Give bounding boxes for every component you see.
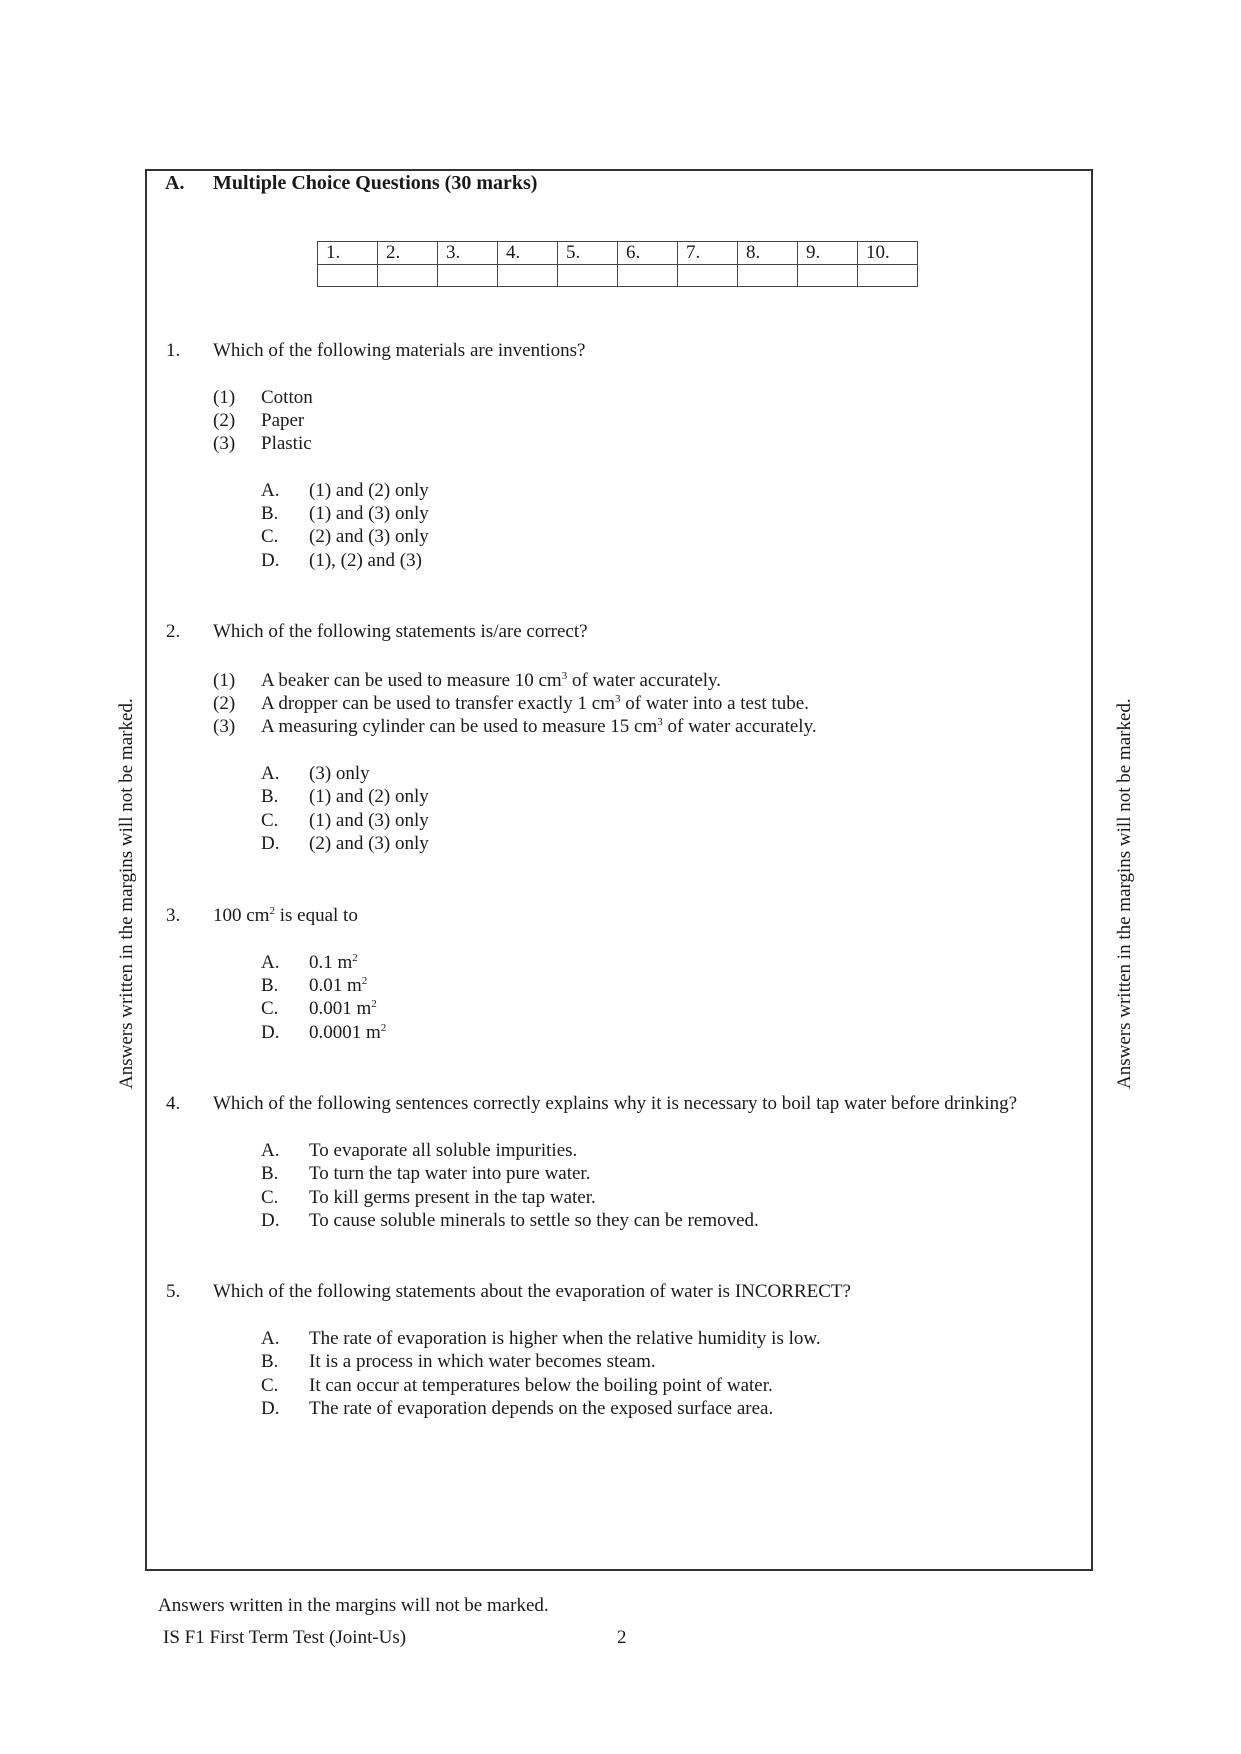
option-text: (1) and (3) only	[309, 503, 429, 524]
option-label: A.	[261, 763, 280, 784]
option-text: (3) only	[309, 763, 370, 784]
footer-margin-note: Answers written in the margins will not be marked.	[158, 1595, 549, 1616]
option-label: A.	[261, 480, 280, 501]
answer-cell-1[interactable]	[318, 265, 378, 287]
answer-cell-8[interactable]	[738, 265, 798, 287]
question-stem: Which of the following sentences correctly explains why it is necessary to boil tap water before drinking?	[213, 1093, 1018, 1114]
right-margin-note: Answers written in the margins will not be marked.	[1114, 698, 1135, 1089]
grid-header-cell: 10.	[858, 242, 918, 265]
grid-header-cell: 4.	[498, 242, 558, 265]
answer-cell-4[interactable]	[498, 265, 558, 287]
statement-text: A dropper can be used to transfer exactly 1 $cm^3$ of water into a test tube.	[261, 693, 809, 714]
option-text: It is a process in which water becomes steam.	[309, 1351, 656, 1372]
option-label: B.	[261, 1351, 279, 1372]
statement-label: (2)	[213, 410, 236, 431]
question-number: 1.	[166, 340, 181, 361]
grid-header-cell: 3.	[438, 242, 498, 265]
option-text: To cause soluble minerals to settle so they can be removed.	[309, 1210, 759, 1231]
option-label: D.	[261, 833, 280, 854]
question-number: 4.	[166, 1093, 181, 1114]
grid-header-cell: 7.	[678, 242, 738, 265]
option-text: 0.1 $m^2$	[309, 952, 358, 973]
statement-label: (1)	[213, 670, 236, 691]
option-text: It can occur at temperatures below the boiling point of water.	[309, 1375, 773, 1396]
question-number: 5.	[166, 1281, 181, 1302]
option-text: (1) and (2) only	[309, 480, 429, 501]
option-label: D.	[261, 1398, 280, 1419]
option-text: To evaporate all soluble impurities.	[309, 1140, 578, 1161]
option-text: (1) and (3) only	[309, 810, 429, 831]
question-number: 3.	[166, 905, 181, 926]
statement-label: (3)	[213, 716, 236, 737]
statement-label: (2)	[213, 693, 236, 714]
option-label: C.	[261, 998, 279, 1019]
option-label: A.	[261, 1140, 280, 1161]
grid-header-cell: 5.	[558, 242, 618, 265]
option-label: D.	[261, 550, 280, 571]
option-text: (1) and (2) only	[309, 786, 429, 807]
page-number: 2	[617, 1627, 627, 1648]
grid-header-cell: 1.	[318, 242, 378, 265]
answer-cell-6[interactable]	[618, 265, 678, 287]
statement-text: A beaker can be used to measure 10 $cm^3$ of water accurately.	[261, 670, 722, 691]
option-label: D.	[261, 1022, 280, 1043]
question-number: 2.	[166, 621, 181, 642]
option-label: C.	[261, 1375, 279, 1396]
answer-cell-3[interactable]	[438, 265, 498, 287]
answer-cell-2[interactable]	[378, 265, 438, 287]
option-text: (1), (2) and (3)	[309, 550, 422, 571]
option-text: 0.01 $m^2$	[309, 975, 368, 996]
option-text: (2) and (3) only	[309, 833, 429, 854]
footer-test-name: IS F1 First Term Test (Joint-Us)	[163, 1627, 407, 1648]
statement-label: (3)	[213, 433, 236, 454]
answer-cell-7[interactable]	[678, 265, 738, 287]
option-text: The rate of evaporation is higher when the relative humidity is low.	[309, 1328, 821, 1349]
grid-header-cell: 8.	[738, 242, 798, 265]
option-label: B.	[261, 786, 279, 807]
option-label: C.	[261, 1187, 279, 1208]
answer-grid	[317, 241, 918, 287]
question-stem: Which of the following materials are inventions?	[213, 340, 586, 361]
option-label: B.	[261, 1163, 279, 1184]
section-title: Multiple Choice Questions (30 marks)	[213, 172, 538, 194]
statement-label: (1)	[213, 387, 236, 408]
question-stem: 100 $cm^2$ is equal to	[213, 905, 358, 926]
statement-text: Paper	[261, 410, 305, 431]
grid-header-cell: 2.	[378, 242, 438, 265]
statement-text: Plastic	[261, 433, 312, 454]
option-text: (2) and (3) only	[309, 526, 429, 547]
question-stem: Which of the following statements about the evaporation of water is INCORRECT?	[213, 1281, 851, 1302]
answer-cell-9[interactable]	[798, 265, 858, 287]
question-stem: Which of the following statements is/are correct?	[213, 621, 588, 642]
section-letter: A.	[165, 172, 185, 194]
grid-header-cell: 9.	[798, 242, 858, 265]
answer-cell-10[interactable]	[858, 265, 918, 287]
option-label: D.	[261, 1210, 280, 1231]
answer-cell-5[interactable]	[558, 265, 618, 287]
option-text: To kill germs present in the tap water.	[309, 1187, 596, 1208]
statement-text: A measuring cylinder can be used to measure 15 $cm^3$ of water accurately.	[261, 716, 817, 737]
option-text: 0.0001 $m^2$	[309, 1022, 387, 1043]
option-label: B.	[261, 975, 279, 996]
option-label: A.	[261, 952, 280, 973]
answer-grid-header-row	[318, 242, 918, 265]
left-margin-note: Answers written in the margins will not be marked.	[116, 698, 137, 1089]
option-text: To turn the tap water into pure water.	[309, 1163, 591, 1184]
grid-header-cell: 6.	[618, 242, 678, 265]
option-label: A.	[261, 1328, 280, 1349]
option-text: 0.001 $m^2$	[309, 998, 377, 1019]
statement-text: Cotton	[261, 387, 313, 408]
option-text: The rate of evaporation depends on the exposed surface area.	[309, 1398, 774, 1419]
option-label: B.	[261, 503, 279, 524]
answer-grid-input-row	[318, 265, 918, 287]
option-label: C.	[261, 526, 279, 547]
option-label: C.	[261, 810, 279, 831]
